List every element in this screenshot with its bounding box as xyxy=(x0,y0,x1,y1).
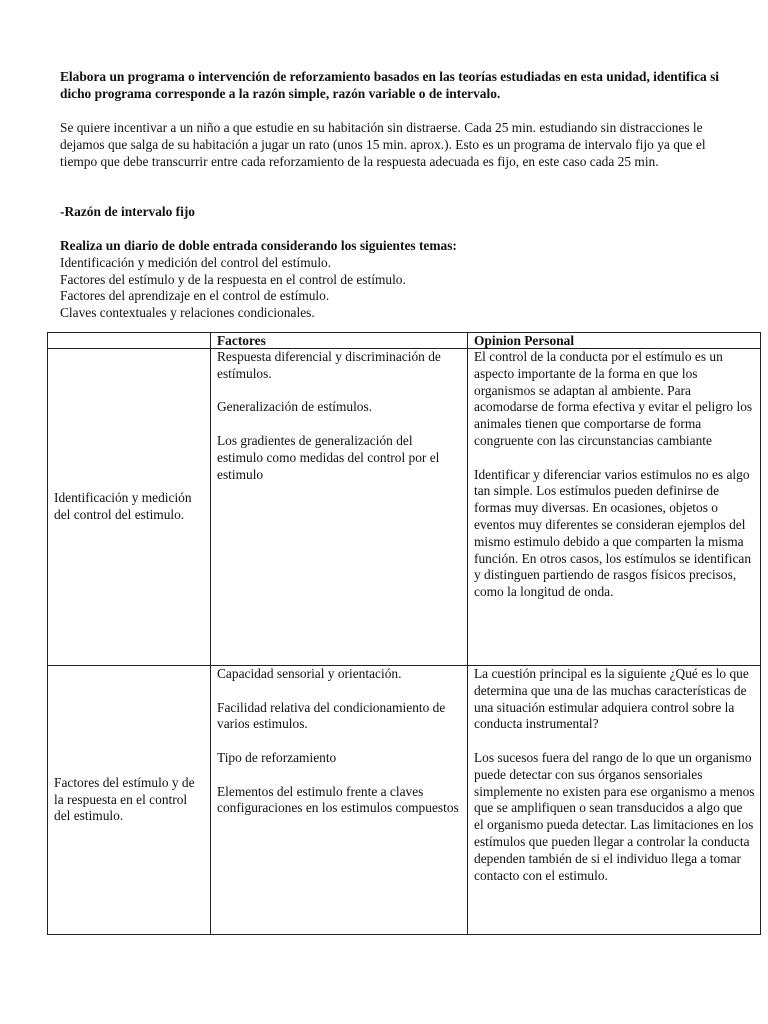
factor-item: Generalización de estímulos. xyxy=(217,399,373,415)
program-description: Se quiere incentivar a un niño a que estudie en su habitación sin distraerse. Cada 25 min. estudiando sin distracciones le dejamos que salga de su habitación a jugar un rato (unos 15 min. aprox.). Esto es un programa de intervalo fijo ya que el tiempo que debe transcurrir entre cada reforzamiento de la respuesta adecuada es fijo, en este caso cada 25 min. xyxy=(60,120,706,169)
table-row xyxy=(48,666,761,935)
row-opinion xyxy=(468,666,761,935)
table-header-row xyxy=(48,333,761,349)
row-tema: Identificación y medición del control del estimulo. xyxy=(48,349,211,666)
diario-heading: Realiza un diario de doble entrada considerando los siguientes temas: xyxy=(60,238,457,253)
factor-item: Tipo de reforzamiento xyxy=(217,749,337,765)
header-factores: Factores xyxy=(211,333,468,349)
row-factores xyxy=(211,666,468,935)
opinion-paragraph: Los sucesos fuera del rango de lo que un organismo puede detectar con sus órganos sensoriales simplemente no existen para ese organismo a menos que se amplifiquen o sean transducidos a algo que el organismo pueda detectar. Las limitaciones en los estímulos que pueden llegar a controlar la conducta dependen también de si el individuo llega a tomar contacto con el estimulo. xyxy=(474,749,755,883)
tema-item: Claves contextuales y relaciones condicionales. xyxy=(60,305,315,321)
row-tema: Factores del estímulo y de la respuesta en el control del estimulo. xyxy=(48,666,211,935)
assignment-title: Elabora un programa o intervención de reforzamiento basados en las teorías estudiadas en esta unidad, identifica si dicho programa corresponde a la razón simple, razón variable o de intervalo. xyxy=(60,69,720,101)
factor-item: Capacidad sensorial y orientación. xyxy=(217,666,402,681)
tema-item: Factores del aprendizaje en el control de estímulo. xyxy=(60,288,330,304)
opinion-paragraph: Identificar y diferenciar varios estimulos no es algo tan simple. Los estímulos pueden definirse de formas muy diversas. En ocasiones, objetos o eventos muy diferentes se consideran ejemplos del mismo estimulo debido a que comparten la misma función. En otros casos, los estímulos se identifican y distinguen partiendo de rasgos físicos precisos, como la longitud de onda. xyxy=(474,466,752,600)
tema-item: Identificación y medición del control del estímulo. xyxy=(60,254,332,270)
table-row xyxy=(48,349,761,666)
diario-instructions xyxy=(60,238,720,322)
header-opinion: Opinion Personal xyxy=(468,333,761,349)
opinion-paragraph: El control de la conducta por el estímulo es un aspecto importante de la forma en que los organismos se adaptan al ambiente. Para acomodarse de forma efectiva y evitar el peligro los animales tienen que comportarse de forma congruente con las circunstancias cambiante xyxy=(474,349,753,448)
factor-item: Facilidad relativa del condicionamiento de varios estimulos. xyxy=(217,699,446,732)
tema-item: Factores del estímulo y de la respuesta en el control de estímulo. xyxy=(60,271,406,287)
factor-item: Los gradientes de generalización del estimulo como medidas del control por el estimulo xyxy=(217,432,440,482)
program-type: -Razón de intervalo fijo xyxy=(60,204,195,219)
factor-item: Respuesta diferencial y discriminación de estímulos. xyxy=(217,349,441,381)
double-entry-table xyxy=(47,332,761,935)
row-factores xyxy=(211,349,468,666)
header-tema xyxy=(48,333,211,349)
row-opinion xyxy=(468,349,761,666)
factor-item: Elementos del estimulo frente a claves configuraciones en los estimulos compuestos xyxy=(217,783,459,816)
opinion-paragraph: La cuestión principal es la siguiente ¿Qué es lo que determina que una de las muchas características de una situación estimular adquiera control sobre la conducta instrumental? xyxy=(474,666,749,732)
